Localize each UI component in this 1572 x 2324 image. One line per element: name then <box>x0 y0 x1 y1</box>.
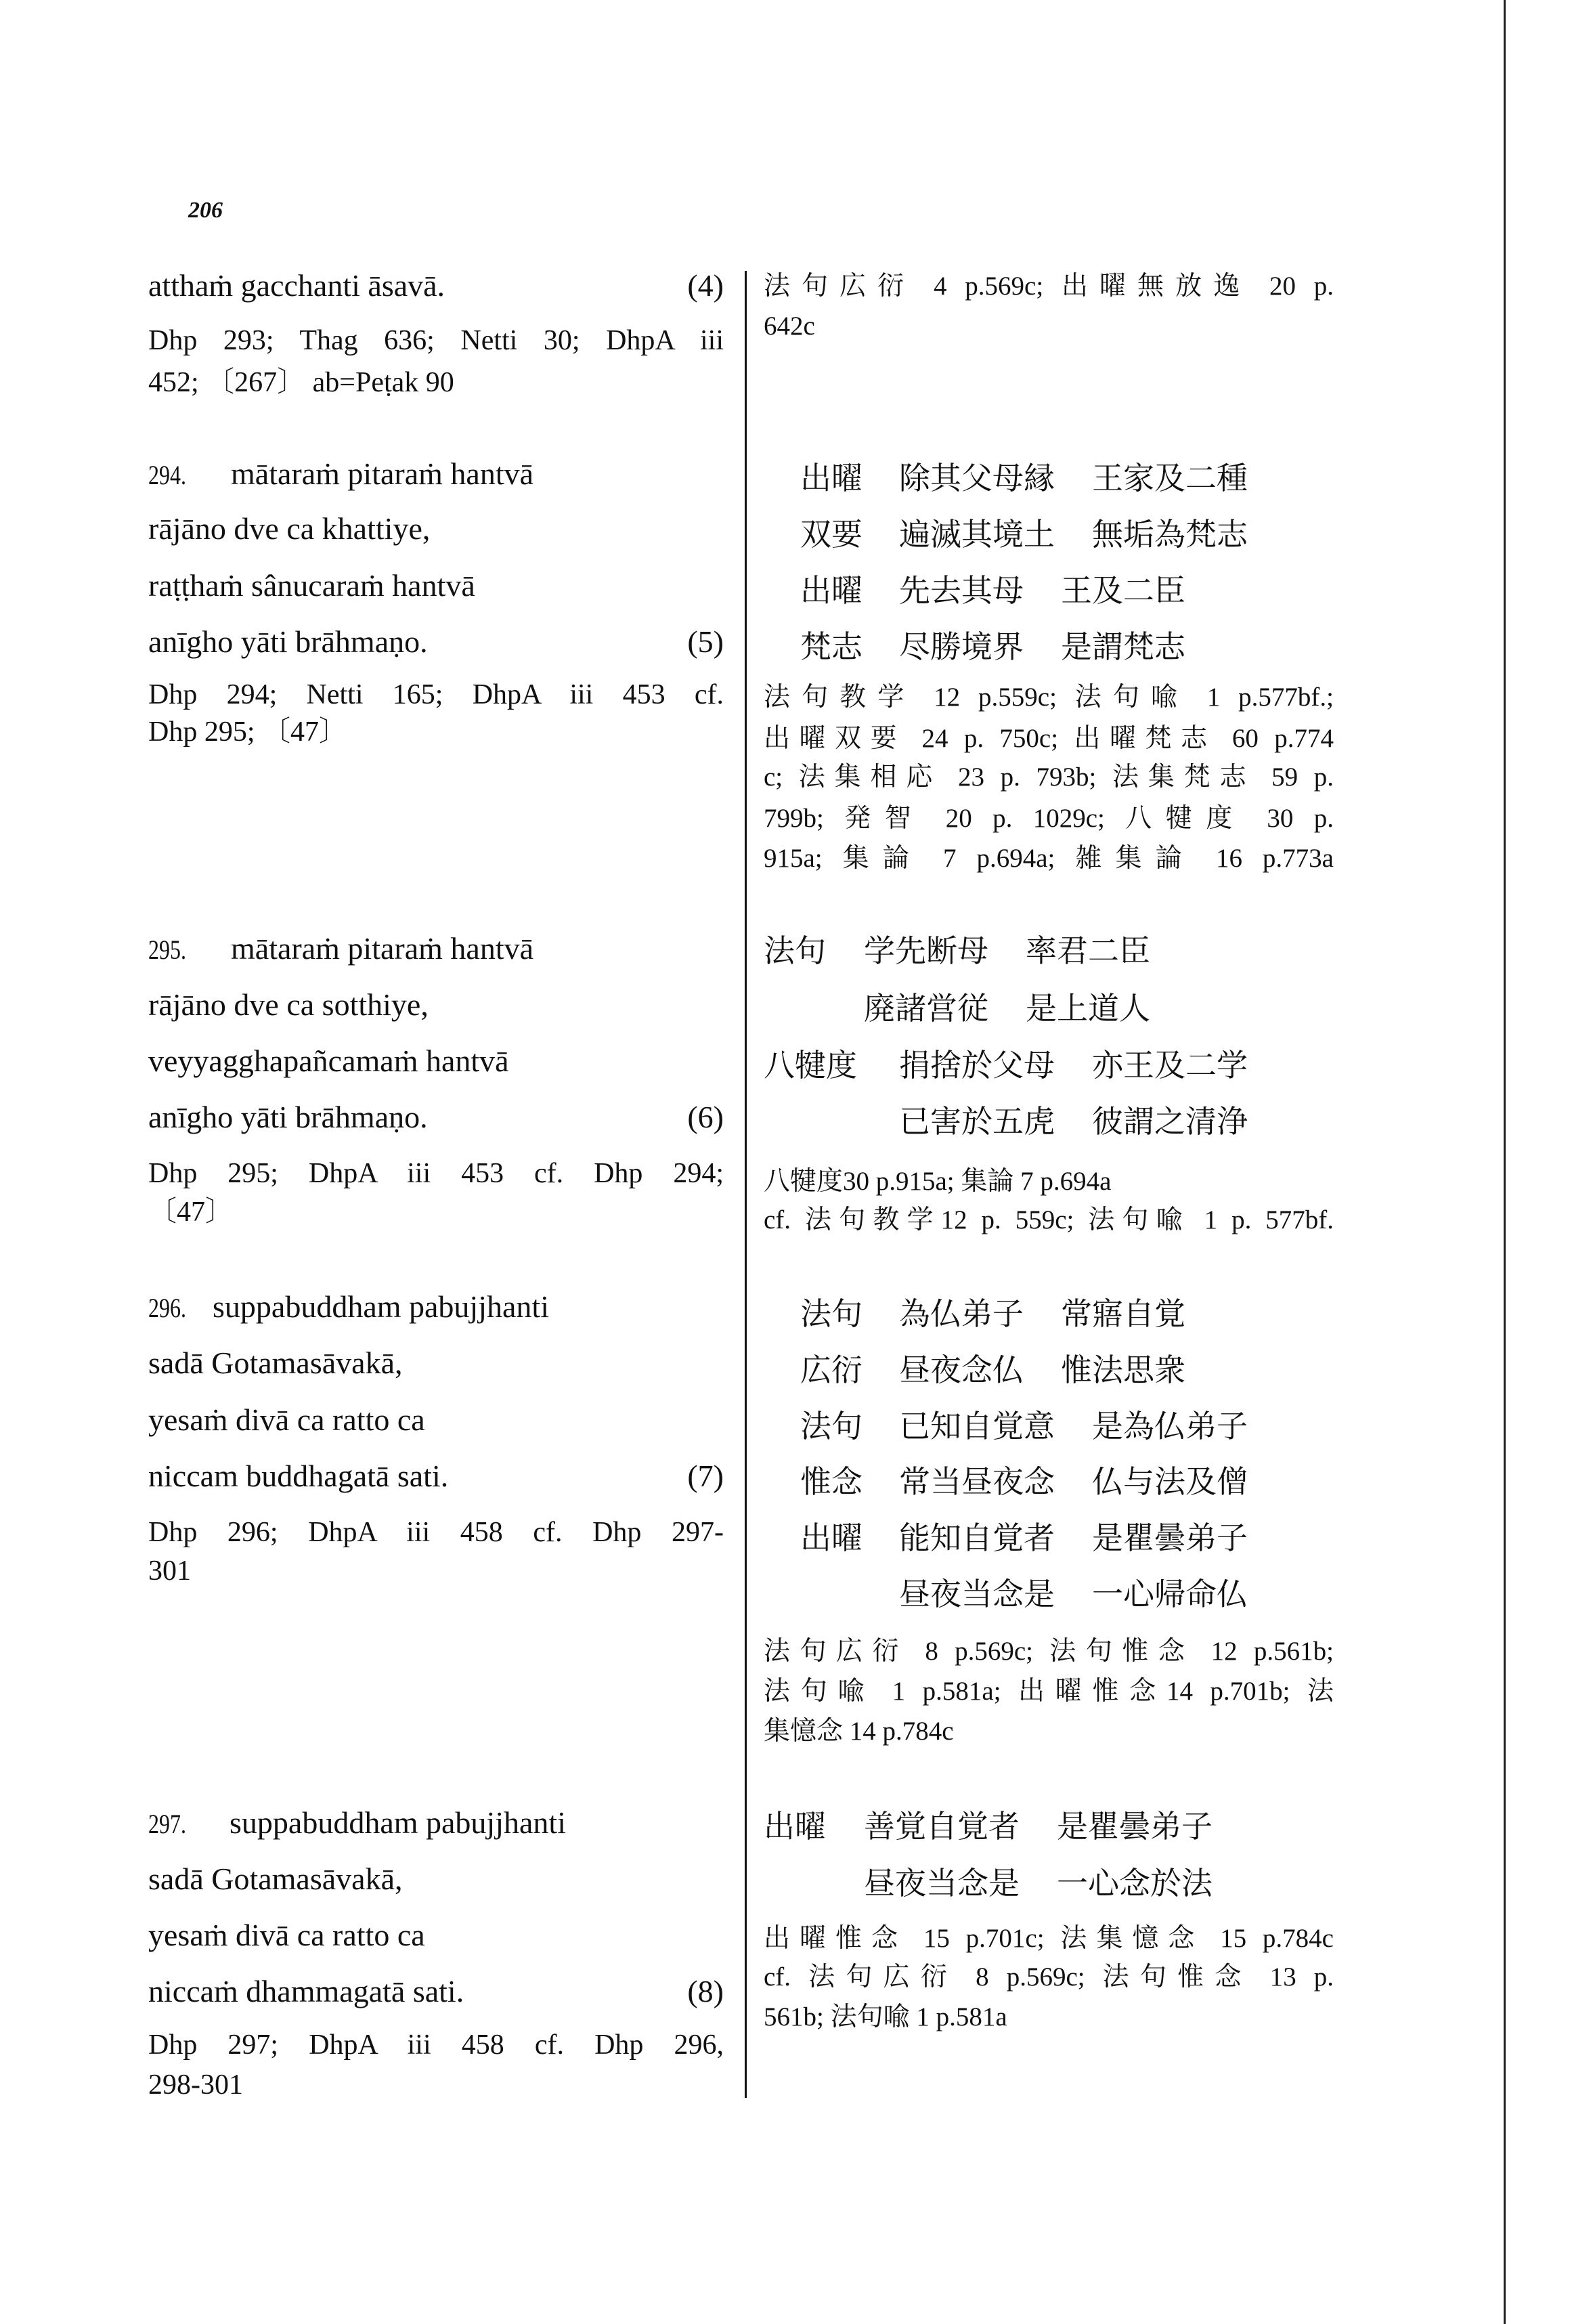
reference-line: 561b; 法句喩 1 p.581a <box>764 2002 1007 2031</box>
reference-line: 799b; 発智 20 p. 1029c; 八犍度 30 p. <box>764 804 1334 833</box>
verse-text: suppabuddham pabujjhanti <box>230 1805 566 1840</box>
verse-phrase: 是為仏弟子 <box>1092 1409 1248 1444</box>
page-number: 206 <box>188 198 223 223</box>
verse-phrase: 能知自覚者 <box>899 1521 1055 1555</box>
verse-phrase: 率君二臣 <box>1026 934 1150 968</box>
verse-index: (5) <box>687 624 724 659</box>
verse-line: yesaṁ divā ca ratto ca <box>148 1918 425 1952</box>
verse-line <box>148 1288 724 1326</box>
source-label: 八犍度 <box>764 1048 857 1083</box>
reference-line: 642c <box>764 311 815 341</box>
verse-text: anīgho yāti brāhmaṇo. <box>148 624 428 659</box>
verse-index: (8) <box>687 1974 724 2008</box>
source-label: 出曜 <box>800 1521 863 1555</box>
chinese-verse-line <box>764 1295 1334 1333</box>
source-label: 法句 <box>764 934 826 968</box>
verse-phrase: 是上道人 <box>1026 991 1150 1026</box>
verse-line: sadā Gotamasāvakā, <box>148 1346 403 1380</box>
verse-phrase: 善覚自覚者 <box>864 1809 1020 1844</box>
verse-phrase: 昼夜当念是 <box>899 1577 1055 1612</box>
verse-line <box>148 1804 724 1842</box>
chinese-verse-line <box>764 572 1334 610</box>
verse-index: (4) <box>687 268 724 303</box>
verse-text: niccaṁ dhammagatā sati. <box>148 1974 464 2008</box>
reference-line: 法句広衍 8 p.569c; 法句惟念 12 p.561b; <box>764 1637 1334 1666</box>
reference-line: 法句喩 1 p.581a; 出曜惟念14 p.701b; 法 <box>764 1677 1334 1706</box>
verse-line <box>148 1973 724 2010</box>
verse-number: 297. <box>148 1809 186 1839</box>
reference-line: 法句広衍 4 p.569c; 出曜無放逸 20 p. <box>764 272 1334 301</box>
reference-line: 〔47〕 <box>148 1197 234 1228</box>
reference-line: 八犍度30 p.915a; 集論 7 p.694a <box>764 1167 1112 1196</box>
verse-phrase: 一心帰命仏 <box>1092 1577 1248 1612</box>
reference-line: 出曜惟念 15 p.701c; 法集憶念 15 p.784c <box>764 1924 1334 1953</box>
verse-phrase: 已知自覚意 <box>899 1409 1055 1444</box>
verse-line <box>148 1457 724 1495</box>
chinese-verse-line <box>764 1047 1334 1085</box>
reference-line: 915a; 集論 7 p.694a; 雑集論 16 p.773a <box>764 844 1334 873</box>
source-label: 法句 <box>800 1409 863 1444</box>
verse-line: raṭṭhaṁ sânucaraṁ hantvā <box>148 568 475 603</box>
reference-line: 301 <box>148 1555 191 1587</box>
verse-phrase: 昼夜当念是 <box>864 1866 1020 1901</box>
chinese-verse-line <box>764 516 1334 554</box>
verse-phrase: 先去其母 <box>899 574 1024 608</box>
verse-line: rājāno dve ca khattiye, <box>148 511 431 546</box>
source-label: 法句 <box>800 1297 863 1331</box>
chinese-verse-line <box>764 1352 1334 1390</box>
verse-phrase: 是謂梵志 <box>1061 630 1185 664</box>
verse-number: 296. <box>148 1293 186 1323</box>
verse-phrase: 常寤自覚 <box>1061 1297 1185 1331</box>
verse-text: mātaraṁ pitaraṁ hantvā <box>231 931 534 966</box>
verse-phrase: 廃諸営従 <box>864 991 988 1026</box>
chinese-verse-line <box>764 460 1334 498</box>
verse-line <box>148 267 724 305</box>
source-label: 梵志 <box>800 630 863 664</box>
verse-phrase: 王家及二種 <box>1092 461 1248 496</box>
verse-phrase: 彼謂之清浄 <box>1092 1104 1248 1139</box>
verse-line: rājāno dve ca sotthiye, <box>148 987 429 1022</box>
verse-phrase: 尽勝境界 <box>899 630 1024 664</box>
verse-line <box>148 623 724 661</box>
verse-line: yesaṁ divā ca ratto ca <box>148 1402 425 1437</box>
chinese-verse-line <box>764 1463 1334 1501</box>
verse-text: mātaraṁ pitaraṁ hantvā <box>231 456 534 491</box>
chinese-verse-line <box>764 932 1334 970</box>
reference-line: 法句教学 12 p.559c; 法句喩 1 p.577bf.; <box>764 683 1334 712</box>
chinese-verse-line <box>764 1520 1334 1557</box>
reference-line: Dhp 295; DhpA iii 453 cf. Dhp 294; <box>148 1158 724 1189</box>
verse-phrase: 常当昼夜念 <box>899 1465 1055 1499</box>
chinese-verse-line <box>764 1408 1334 1446</box>
verse-phrase: 已害於五虎 <box>899 1104 1055 1139</box>
column-divider <box>745 271 747 2098</box>
source-label: 惟念 <box>800 1465 863 1499</box>
reference-line: c; 法集相応 23 p. 793b; 法集梵志 59 p. <box>764 762 1334 792</box>
reference-line: Dhp 296; DhpA iii 458 cf. Dhp 297- <box>148 1517 724 1548</box>
verse-phrase: 昼夜念仏 <box>899 1353 1024 1387</box>
verse-text: atthaṁ gacchanti āsavā. <box>148 268 445 303</box>
reference-line: Dhp 294; Netti 165; DhpA iii 453 cf. <box>148 679 724 710</box>
verse-index: (7) <box>687 1459 724 1493</box>
verse-phrase: 除其父母縁 <box>899 461 1055 496</box>
chinese-verse-line <box>764 990 1334 1028</box>
reference-line: Dhp 297; DhpA iii 458 cf. Dhp 296, <box>148 2029 724 2061</box>
verse-text: suppabuddham pabujjhanti <box>213 1289 549 1324</box>
verse-phrase: 仏与法及僧 <box>1092 1465 1248 1499</box>
verse-text: anīgho yāti brāhmaṇo. <box>148 1100 428 1134</box>
reference-line: Dhp 293; Thag 636; Netti 30; DhpA iii <box>148 325 724 356</box>
verse-phrase: 是瞿曇弟子 <box>1092 1521 1248 1555</box>
verse-line <box>148 455 724 493</box>
verse-phrase: 為仏弟子 <box>899 1297 1024 1331</box>
chinese-verse-line <box>764 628 1334 666</box>
verse-number: 294. <box>148 460 186 490</box>
reference-line: cf. 法句広衍 8 p.569c; 法句惟念 13 p. <box>764 1962 1334 1992</box>
verse-line: veyyagghapañcamaṁ hantvā <box>148 1043 509 1078</box>
source-label: 出曜 <box>764 1809 826 1844</box>
verse-line <box>148 1098 724 1136</box>
reference-line: 452; 〔267〕 ab=Peṭak 90 <box>148 367 454 398</box>
source-label: 双要 <box>800 517 863 552</box>
chinese-verse-line <box>764 1808 1334 1846</box>
reference-line: 298-301 <box>148 2069 243 2101</box>
verse-phrase: 是瞿曇弟子 <box>1057 1809 1213 1844</box>
verse-phrase: 捐捨於父母 <box>899 1048 1055 1083</box>
verse-index: (6) <box>687 1100 724 1134</box>
page-edge-line <box>1504 0 1506 2324</box>
chinese-verse-line <box>764 1103 1334 1141</box>
verse-phrase: 学先断母 <box>864 934 988 968</box>
source-label: 出曜 <box>800 574 863 608</box>
verse-line <box>148 930 724 968</box>
verse-number: 295. <box>148 934 186 965</box>
reference-line: 出曜双要 24 p. 750c; 出曜梵志 60 p.774 <box>764 724 1334 753</box>
chinese-verse-line <box>764 1576 1334 1614</box>
source-label: 出曜 <box>800 461 863 496</box>
chinese-verse-line <box>764 1865 1334 1903</box>
verse-phrase: 亦王及二学 <box>1092 1048 1248 1083</box>
verse-text: niccam buddhagatā sati. <box>148 1459 449 1493</box>
reference-line: cf. 法句教学12 p. 559c; 法句喩 1 p. 577bf. <box>764 1205 1334 1234</box>
reference-line: Dhp 295; 〔47〕 <box>148 716 348 748</box>
verse-phrase: 惟法思衆 <box>1061 1353 1185 1387</box>
verse-phrase: 遍滅其境土 <box>899 517 1055 552</box>
source-label: 広衍 <box>800 1353 863 1387</box>
reference-line: 集憶念 14 p.784c <box>764 1717 954 1746</box>
verse-phrase: 一心念於法 <box>1057 1866 1213 1901</box>
verse-phrase: 無垢為梵志 <box>1092 517 1248 552</box>
verse-phrase: 王及二臣 <box>1061 574 1185 608</box>
verse-line: sadā Gotamasāvakā, <box>148 1862 403 1896</box>
